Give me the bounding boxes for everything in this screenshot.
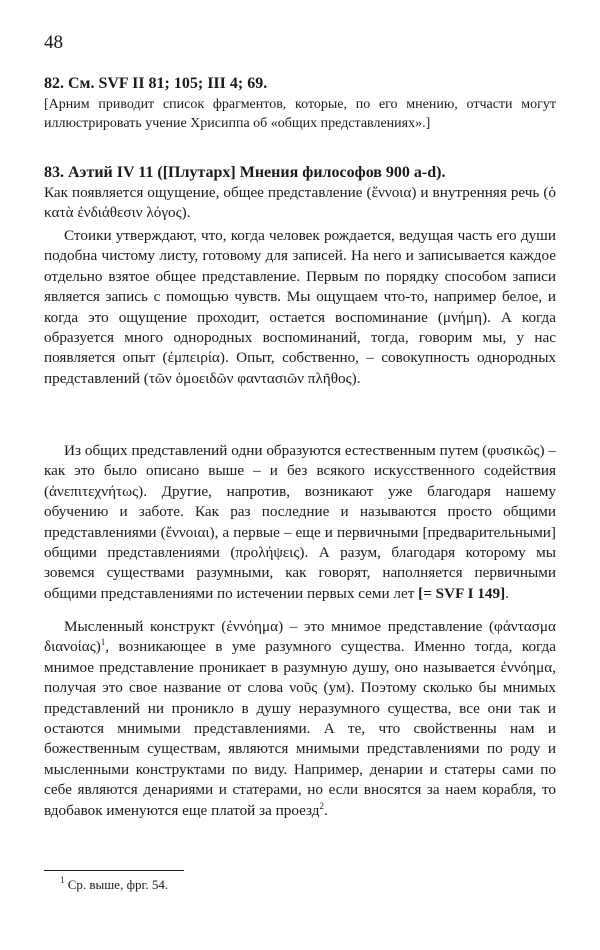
footnote-marker-2: 2	[319, 800, 325, 811]
paragraph-2	[44, 441, 556, 604]
section-83-heading: 83. Аэтий IV 11 ([Плутарх] Мнения философов 900 a-d).	[44, 164, 446, 181]
footnote-divider	[44, 870, 184, 871]
footnote	[60, 877, 168, 893]
footnote-marker-1: 1	[100, 637, 106, 648]
footnote-text: Ср. выше, фрг. 54.	[64, 877, 169, 892]
paragraph-2-text: Из общих представлений одни образуются естественным путем (φυσικῶς) – как это было описано выше – и без всякого искусственного содействия (ἀνεπιτεχνήτως). Другие, напротив, возникают уже благодаря нашему обучению и заботе. Как раз последние и называются просто общими представлениями (ἔννοιαι), а первые – еще и первичными [предварительными] общими представлениями (προλήψεις). А разум, благодаря которому мы зовемся существами разумными, как говорят, наполняется первичными общими представлениями по истечении первых семи лет	[44, 442, 556, 602]
section-82-note: [Арним приводит список фрагментов, которые, по его мнению, отчасти могут иллюстрировать учение Хрисиппа об «общих представлениях».]	[44, 97, 556, 131]
section-83-intro: Как появляется ощущение, общее представление (ἔννοια) и внутренняя речь (ὁ κατὰ ἐνδιάθεσιν λόγος).	[44, 184, 556, 222]
paragraph-3	[44, 617, 556, 821]
page-number: 48	[44, 32, 63, 53]
svf-reference: [= SVF I 149]	[418, 584, 506, 602]
paragraph-3-start: Мысленный конструкт (ἐννόημα) – это мнимое представление (φάντασμα διανοίας)	[44, 618, 556, 656]
paragraph-3-end: .	[324, 801, 328, 819]
paragraph-1: Стоики утверждают, что, когда человек рождается, ведущая часть его души подобна чистому листу, готовому для записей. На него и записывается каждое отдельно взятое общее представление. Первым по порядку способом записи является запись с помощью чувств. Мы ощущаем что-то, например белое, и когда это ощущение проходит, остается воспоминание (μνήμη). А когда образуется много однородных воспоминаний, тогда, говорим мы, у нас появляется опыт (ἐμπειρία). Опыт, собственно, – совокупность однородных представлений (τῶν ὁμοειδῶν φαντασιῶν πλῆθος).	[44, 227, 556, 387]
section-82-heading: 82. См. SVF II 81; 105; III 4; 69.	[44, 75, 268, 92]
paragraph-2-end: .	[505, 584, 509, 602]
footnote-number: 1	[60, 875, 65, 885]
paragraph-3-middle: , возникающее в уме разумного существа. Именно тогда, когда мнимое представление проникает в разумную душу, оно называется ἐννόημα, получая это свое название от слова νοῦς (ум). Поэтому сколько бы мнимых представлений ни проникло в душу неразумного существа, все они так и остаются мнимыми представлениями. А те, что свойственны нам и божественным существам, являются мнимыми представлениями по роду и мысленными конструктами по виду. Например, денарии и статеры сами по себе являются денариями и статерами, но если вносятся за наем корабля, то вдобавок именуются еще платой за проезд	[44, 638, 556, 819]
